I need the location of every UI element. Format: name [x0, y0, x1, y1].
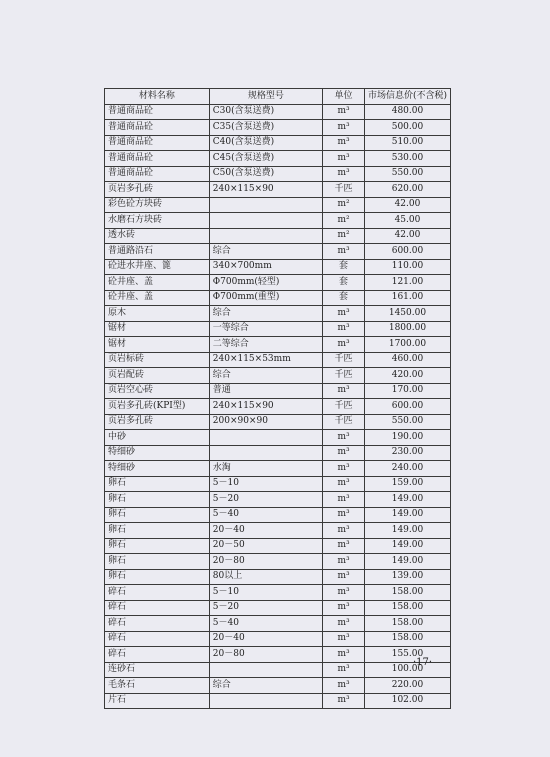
material-name-cell: 普通商品砼 [105, 135, 210, 151]
unit-cell: m³ [323, 166, 365, 182]
unit-cell: 千匹 [323, 399, 365, 415]
price-cell: 158.00 [364, 585, 450, 601]
unit-cell: 套 [323, 259, 365, 275]
material-name-cell: 普通商品砼 [105, 104, 210, 120]
table-row [105, 383, 451, 399]
material-name-cell: 卵石 [105, 538, 210, 554]
unit-cell: m³ [323, 244, 365, 260]
unit-cell: m³ [323, 554, 365, 570]
specification-cell: 综合 [209, 244, 322, 260]
price-cell: 230.00 [364, 445, 450, 461]
unit-cell: m³ [323, 120, 365, 136]
unit-cell: m³ [323, 135, 365, 151]
unit-cell: m³ [323, 337, 365, 353]
specification-cell: 5－40 [209, 616, 322, 632]
table-row [105, 445, 451, 461]
table-header-row [105, 89, 451, 105]
table-row [105, 306, 451, 322]
price-cell: 1800.00 [364, 321, 450, 337]
material-name-cell: 彩色砼方块砖 [105, 197, 210, 213]
unit-cell: m³ [323, 306, 365, 322]
material-name-cell: 锯材 [105, 337, 210, 353]
material-name-cell: 页岩多孔砖 [105, 414, 210, 430]
specification-cell: 5－20 [209, 492, 322, 508]
specification-cell: 20－80 [209, 554, 322, 570]
price-cell: 102.00 [364, 693, 450, 709]
table-row [105, 290, 451, 306]
price-cell: 550.00 [364, 414, 450, 430]
material-name-cell: 碎石 [105, 647, 210, 663]
unit-cell: 千匹 [323, 182, 365, 198]
unit-cell: m³ [323, 507, 365, 523]
price-cell: 159.00 [364, 476, 450, 492]
price-cell: 42.00 [364, 197, 450, 213]
specification-cell: C45(含泵送费) [209, 151, 322, 167]
material-name-cell: 中砂 [105, 430, 210, 446]
material-name-cell: 卵石 [105, 492, 210, 508]
unit-cell: m³ [323, 523, 365, 539]
price-cell: 158.00 [364, 631, 450, 647]
table-row [105, 569, 451, 585]
table-row [105, 228, 451, 244]
table-row [105, 151, 451, 167]
unit-cell: m² [323, 197, 365, 213]
specification-cell: 5－10 [209, 476, 322, 492]
table-row [105, 197, 451, 213]
material-name-cell: 碎石 [105, 616, 210, 632]
table-row [105, 352, 451, 368]
price-cell: 121.00 [364, 275, 450, 291]
material-name-cell: 普通商品砼 [105, 151, 210, 167]
table-row [105, 631, 451, 647]
specification-cell: 5－40 [209, 507, 322, 523]
price-cell: 480.00 [364, 104, 450, 120]
specification-cell [209, 197, 322, 213]
table-row [105, 693, 451, 709]
unit-cell: m³ [323, 538, 365, 554]
specification-cell [209, 693, 322, 709]
material-name-cell: 普通商品砼 [105, 166, 210, 182]
price-cell: 220.00 [364, 678, 450, 694]
price-cell: 45.00 [364, 213, 450, 229]
material-name-cell: 片石 [105, 693, 210, 709]
price-cell: 190.00 [364, 430, 450, 446]
specification-cell: 综合 [209, 306, 322, 322]
unit-cell: m³ [323, 678, 365, 694]
material-name-cell: 页岩多孔砖(KPI型) [105, 399, 210, 415]
specification-cell: C50(含泵送费) [209, 166, 322, 182]
unit-cell: m³ [323, 321, 365, 337]
table-row [105, 166, 451, 182]
specification-cell: 5－10 [209, 585, 322, 601]
material-name-cell: 卵石 [105, 507, 210, 523]
specification-cell: Φ700mm(重型) [209, 290, 322, 306]
table-body [105, 104, 451, 709]
specification-cell: 综合 [209, 368, 322, 384]
unit-cell: 千匹 [323, 352, 365, 368]
material-name-cell: 砼井座、盖 [105, 290, 210, 306]
price-cell: 110.00 [364, 259, 450, 275]
table-row [105, 492, 451, 508]
specification-cell: 综合 [209, 678, 322, 694]
price-cell: 149.00 [364, 507, 450, 523]
material-name-cell: 卵石 [105, 523, 210, 539]
material-name-cell: 砼进水井座、篦 [105, 259, 210, 275]
unit-cell: m³ [323, 585, 365, 601]
price-cell: 600.00 [364, 244, 450, 260]
material-name-cell: 页岩空心砖 [105, 383, 210, 399]
specification-cell: 20－40 [209, 631, 322, 647]
specification-cell: Φ700mm(轻型) [209, 275, 322, 291]
price-cell: 510.00 [364, 135, 450, 151]
price-cell: 550.00 [364, 166, 450, 182]
unit-cell: m³ [323, 383, 365, 399]
table-row [105, 399, 451, 415]
unit-cell: m³ [323, 476, 365, 492]
header-unit: 单位 [323, 89, 365, 105]
unit-cell: m³ [323, 693, 365, 709]
unit-cell: m² [323, 213, 365, 229]
table-row [105, 662, 451, 678]
unit-cell: m³ [323, 616, 365, 632]
unit-cell: 套 [323, 275, 365, 291]
specification-cell [209, 213, 322, 229]
price-cell: 240.00 [364, 461, 450, 477]
specification-cell: 80以上 [209, 569, 322, 585]
material-name-cell: 碎石 [105, 631, 210, 647]
table-row [105, 259, 451, 275]
price-table [104, 88, 451, 709]
specification-cell: C40(含泵送费) [209, 135, 322, 151]
material-name-cell: 特细砂 [105, 445, 210, 461]
material-name-cell: 普通商品砼 [105, 120, 210, 136]
unit-cell: m³ [323, 445, 365, 461]
specification-cell: C30(含泵送费) [209, 104, 322, 120]
specification-cell: 20－80 [209, 647, 322, 663]
material-name-cell: 卵石 [105, 476, 210, 492]
table-row [105, 507, 451, 523]
price-cell: 158.00 [364, 616, 450, 632]
table-row [105, 414, 451, 430]
table-row [105, 275, 451, 291]
specification-cell [209, 662, 322, 678]
table-row [105, 616, 451, 632]
material-name-cell: 锯材 [105, 321, 210, 337]
page-number: ·17· [413, 657, 433, 668]
header-market-price: 市场信息价(不含税) [364, 89, 450, 105]
specification-cell: 普通 [209, 383, 322, 399]
material-name-cell: 透水砖 [105, 228, 210, 244]
material-name-cell: 普通路沿石 [105, 244, 210, 260]
unit-cell: m³ [323, 492, 365, 508]
table-row [105, 321, 451, 337]
unit-cell: 千匹 [323, 368, 365, 384]
table-row [105, 337, 451, 353]
specification-cell: 240×115×90 [209, 182, 322, 198]
price-cell: 170.00 [364, 383, 450, 399]
material-name-cell: 毛条石 [105, 678, 210, 694]
unit-cell: m³ [323, 600, 365, 616]
material-name-cell: 页岩多孔砖 [105, 182, 210, 198]
price-cell: 155.00 [364, 647, 450, 663]
price-cell: 149.00 [364, 523, 450, 539]
specification-cell: 20－40 [209, 523, 322, 539]
price-cell: 460.00 [364, 352, 450, 368]
unit-cell: m³ [323, 662, 365, 678]
table-row [105, 538, 451, 554]
table-row [105, 647, 451, 663]
specification-cell: 二等综合 [209, 337, 322, 353]
specification-cell: 一等综合 [209, 321, 322, 337]
price-cell: 42.00 [364, 228, 450, 244]
material-name-cell: 碎石 [105, 600, 210, 616]
specification-cell: 水淘 [209, 461, 322, 477]
price-cell: 1450.00 [364, 306, 450, 322]
price-cell: 161.00 [364, 290, 450, 306]
table-row [105, 135, 451, 151]
unit-cell: m³ [323, 631, 365, 647]
specification-cell [209, 445, 322, 461]
specification-cell: 200×90×90 [209, 414, 322, 430]
specification-cell [209, 228, 322, 244]
price-cell: 530.00 [364, 151, 450, 167]
specification-cell: C35(含泵送费) [209, 120, 322, 136]
price-cell: 149.00 [364, 538, 450, 554]
table-row [105, 585, 451, 601]
table-row [105, 600, 451, 616]
table-row [105, 120, 451, 136]
price-cell: 600.00 [364, 399, 450, 415]
table-row [105, 554, 451, 570]
price-cell: 620.00 [364, 182, 450, 198]
price-cell: 500.00 [364, 120, 450, 136]
specification-cell: 340×700mm [209, 259, 322, 275]
header-material-name: 材料名称 [105, 89, 210, 105]
table-row [105, 430, 451, 446]
unit-cell: m² [323, 228, 365, 244]
unit-cell: m³ [323, 569, 365, 585]
price-cell: 139.00 [364, 569, 450, 585]
specification-cell: 240×115×90 [209, 399, 322, 415]
material-name-cell: 水磨石方块砖 [105, 213, 210, 229]
unit-cell: m³ [323, 430, 365, 446]
unit-cell: 千匹 [323, 414, 365, 430]
price-cell: 158.00 [364, 600, 450, 616]
specification-cell: 20－50 [209, 538, 322, 554]
material-name-cell: 连砂石 [105, 662, 210, 678]
specification-cell: 5－20 [209, 600, 322, 616]
table-row [105, 678, 451, 694]
material-name-cell: 原木 [105, 306, 210, 322]
table-row [105, 476, 451, 492]
price-cell: 1700.00 [364, 337, 450, 353]
price-cell: 420.00 [364, 368, 450, 384]
unit-cell: m³ [323, 151, 365, 167]
material-name-cell: 页岩配砖 [105, 368, 210, 384]
unit-cell: m³ [323, 647, 365, 663]
price-cell: 100.00 [364, 662, 450, 678]
price-cell: 149.00 [364, 554, 450, 570]
table-row [105, 461, 451, 477]
table-row [105, 213, 451, 229]
unit-cell: 套 [323, 290, 365, 306]
material-name-cell: 卵石 [105, 569, 210, 585]
specification-cell [209, 430, 322, 446]
specification-cell: 240×115×53mm [209, 352, 322, 368]
table-row [105, 104, 451, 120]
header-specification: 规格型号 [209, 89, 322, 105]
unit-cell: m³ [323, 104, 365, 120]
unit-cell: m³ [323, 461, 365, 477]
table-row [105, 182, 451, 198]
material-name-cell: 砼井座、盖 [105, 275, 210, 291]
material-name-cell: 页岩标砖 [105, 352, 210, 368]
price-cell: 149.00 [364, 492, 450, 508]
material-name-cell: 碎石 [105, 585, 210, 601]
material-name-cell: 特细砂 [105, 461, 210, 477]
table-row [105, 368, 451, 384]
material-name-cell: 卵石 [105, 554, 210, 570]
table-row [105, 244, 451, 260]
table-row [105, 523, 451, 539]
